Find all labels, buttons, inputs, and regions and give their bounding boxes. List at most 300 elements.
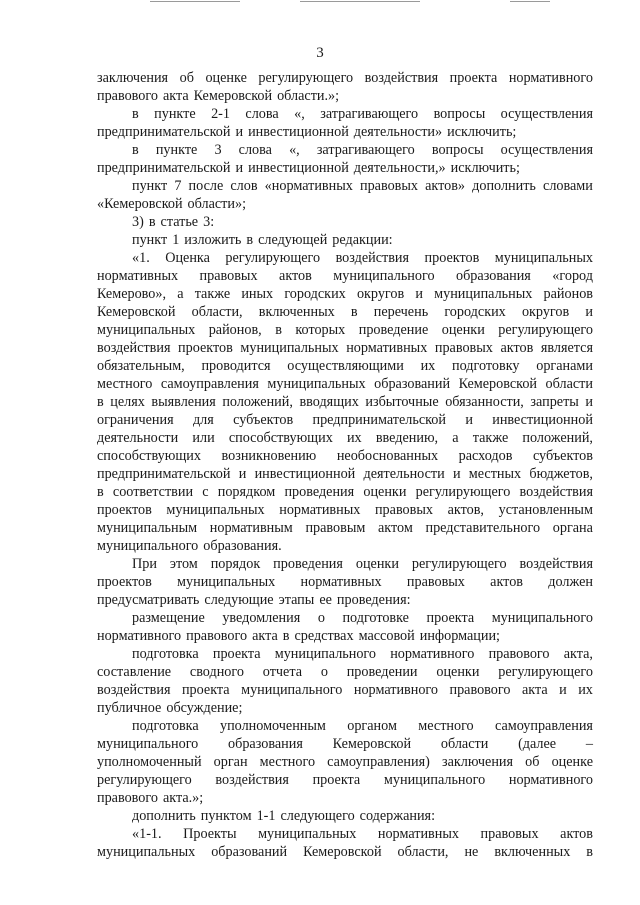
text-line <box>97 465 593 483</box>
word: воздействия <box>335 250 410 266</box>
text-line <box>97 501 593 519</box>
word: предусматривать <box>97 592 200 608</box>
word: образования <box>456 268 531 284</box>
word: 3 <box>214 142 222 158</box>
word: 1-1 <box>256 808 276 824</box>
word: муниципальных <box>177 574 276 590</box>
word: правовых <box>406 574 465 590</box>
word: актом <box>378 520 413 536</box>
word: нормативных <box>346 340 428 356</box>
word: акта.»; <box>162 790 204 806</box>
word: оценке <box>551 754 593 770</box>
word: воздействия <box>519 484 593 500</box>
word: проведения <box>273 556 343 572</box>
word: заключения <box>441 754 514 770</box>
word: средствах <box>294 628 354 644</box>
word: о <box>320 664 328 680</box>
word: этапы <box>278 592 315 608</box>
word: проведение <box>358 322 429 338</box>
word: актов, <box>447 502 484 518</box>
word: уполномоченным <box>219 718 326 734</box>
word: образований <box>211 844 288 860</box>
word: предпринимательской <box>97 160 231 176</box>
word: актов» <box>425 178 466 194</box>
word: является <box>540 340 593 356</box>
word: положений, <box>522 430 593 446</box>
word: образования. <box>203 538 282 554</box>
word: правового <box>97 88 158 104</box>
word: необоснованных <box>336 448 439 464</box>
word: в <box>97 394 104 410</box>
word: не <box>464 844 479 860</box>
word: заключения <box>97 70 169 86</box>
word: регулирующего <box>225 250 321 266</box>
word: оценки <box>363 484 407 500</box>
word: должен <box>548 574 593 590</box>
word: деятельности,» <box>353 160 446 176</box>
word: подготовку <box>452 358 520 374</box>
word: в <box>350 304 358 320</box>
word: установленным <box>498 502 593 518</box>
word: слова <box>245 106 279 122</box>
text-line <box>97 285 593 303</box>
word: в <box>132 106 139 122</box>
word: инвестиционной <box>248 124 349 140</box>
word: дополнить <box>472 178 536 194</box>
word: акта <box>162 88 189 104</box>
word: и <box>235 124 244 140</box>
word: выявления <box>151 394 216 410</box>
word: «Кемеровской <box>97 196 183 212</box>
word: ограничения <box>97 412 174 428</box>
word: целях <box>110 394 145 410</box>
word: проектов <box>97 574 152 590</box>
word: соответствии <box>112 484 194 500</box>
word: – <box>585 736 593 752</box>
word: а <box>177 286 184 302</box>
word: об <box>525 754 540 770</box>
word: публичное <box>97 700 162 716</box>
word: и <box>452 466 461 482</box>
word: муниципальных <box>267 376 366 392</box>
word: регулирующего <box>498 322 593 338</box>
word: после <box>188 178 224 194</box>
word: обязательным, <box>97 358 185 374</box>
word: в <box>132 142 139 158</box>
word: содержания: <box>359 808 436 824</box>
word: проектов <box>424 250 480 266</box>
word: для <box>192 412 214 428</box>
text-line <box>97 627 593 645</box>
word: пункте <box>154 106 196 122</box>
word: муниципальных <box>258 826 357 842</box>
word: и <box>465 412 473 428</box>
word: этом <box>169 556 198 572</box>
word: нормативного <box>390 646 475 662</box>
word: их <box>420 358 436 374</box>
text-line <box>97 141 593 159</box>
text-line <box>97 429 593 447</box>
word: регулирующего <box>258 70 354 86</box>
text-line <box>97 123 593 141</box>
text-line <box>97 537 593 555</box>
word: редакции: <box>332 232 393 248</box>
word: 3) <box>132 214 144 230</box>
word: самоуправления <box>160 376 259 392</box>
word: акта <box>521 682 548 698</box>
page-number: 3 <box>316 45 324 61</box>
word: осуществляющими <box>287 358 404 374</box>
word: муниципальных <box>494 250 593 266</box>
word: Кемерово», <box>97 286 167 302</box>
word: в <box>586 844 593 860</box>
text-line <box>97 231 593 249</box>
word: области <box>545 376 593 392</box>
word: области.»; <box>277 88 340 104</box>
word: оценке <box>205 70 247 86</box>
word: Кемеровской <box>303 844 382 860</box>
word: подготовка <box>132 646 199 662</box>
word: При <box>132 556 157 572</box>
text-line <box>97 375 593 393</box>
word: которых <box>295 322 346 338</box>
word: или <box>192 430 215 446</box>
text-line <box>97 825 593 843</box>
word: 3: <box>203 214 215 230</box>
word: предпринимательской <box>312 412 446 428</box>
word: Проекты <box>183 826 237 842</box>
document-body <box>97 69 593 861</box>
word: «1-1. <box>132 826 162 842</box>
word: инвестиционной <box>254 466 356 482</box>
word: муниципального <box>333 268 435 284</box>
word: «нормативных <box>264 178 353 194</box>
word: затрагивающего <box>316 142 415 158</box>
text-line <box>97 213 593 231</box>
word: образования <box>228 736 303 752</box>
word: порядком <box>217 484 276 500</box>
word: муниципального <box>97 736 199 752</box>
word: местного <box>418 718 474 734</box>
word: и <box>585 394 593 410</box>
word: отчета <box>262 664 302 680</box>
text-line <box>97 807 593 825</box>
word: о <box>317 610 325 626</box>
word: возникновению <box>221 448 317 464</box>
word: самоуправления) <box>327 754 430 770</box>
text-line <box>97 789 593 807</box>
word: а <box>452 430 459 446</box>
word: проведении <box>346 664 418 680</box>
word: размещение <box>132 610 205 626</box>
text-line <box>97 321 593 339</box>
word: воздействия <box>215 772 289 788</box>
word: муниципального <box>491 610 593 626</box>
word: воздействия <box>364 70 439 86</box>
word: нормативного <box>508 772 593 788</box>
text-line <box>97 159 593 177</box>
word: информации; <box>419 628 500 644</box>
word: акта <box>252 628 278 644</box>
word: следующего <box>280 808 355 824</box>
word: избыточные <box>365 394 439 410</box>
word: оценки <box>355 556 399 572</box>
word: инвестиционной <box>248 160 349 176</box>
word: правовых <box>434 340 493 356</box>
word: правовых <box>374 502 433 518</box>
word: вопросы <box>431 142 484 158</box>
word: также <box>472 430 509 446</box>
word: и <box>235 160 244 176</box>
word: вопросы <box>433 106 486 122</box>
word: проекта <box>312 772 361 788</box>
word: нормативных <box>300 574 382 590</box>
word: в <box>282 628 290 644</box>
text-line <box>97 177 593 195</box>
word: оценки <box>436 664 480 680</box>
word: и <box>238 466 247 482</box>
word: в <box>275 322 282 338</box>
word: пункт <box>132 232 168 248</box>
text-line <box>97 87 593 105</box>
word: проведения <box>284 484 355 500</box>
word: городских <box>284 286 346 302</box>
text-line <box>97 681 593 699</box>
word: регулирующего <box>415 484 511 500</box>
word: способствующих <box>228 430 333 446</box>
text-line <box>97 357 593 375</box>
word: правовым <box>305 520 366 536</box>
word: образований <box>374 376 451 392</box>
word: проекта <box>181 682 230 698</box>
word: включенных <box>258 304 335 320</box>
word: включенных <box>494 844 571 860</box>
word: проекта <box>426 610 475 626</box>
word: следующей <box>258 232 328 248</box>
word: 1 <box>172 232 180 248</box>
word: и <box>585 304 593 320</box>
word: «, <box>294 106 305 122</box>
word: регулирующего <box>97 772 192 788</box>
word: перечень <box>373 304 429 320</box>
word: городских <box>444 304 506 320</box>
text-line <box>97 105 593 123</box>
text-line <box>97 699 593 717</box>
word: осуществления <box>500 106 593 122</box>
word: слова <box>238 142 272 158</box>
word: инвестиционной <box>492 412 593 428</box>
word: нормативных <box>377 826 459 842</box>
word: районов <box>543 286 593 302</box>
word: «город <box>552 268 593 284</box>
text-line <box>97 195 593 213</box>
word: проектов <box>178 340 233 356</box>
word: Оценка <box>165 250 210 266</box>
word: проекта <box>449 70 498 86</box>
word: их <box>346 430 362 446</box>
word: 7 <box>174 178 182 194</box>
word: органами <box>536 358 593 374</box>
word: области, <box>191 304 243 320</box>
text-line <box>97 267 593 285</box>
word: уполномоченный <box>97 754 202 770</box>
word: предпринимательской <box>97 466 231 482</box>
word: правового <box>449 682 511 698</box>
word: и <box>415 286 423 302</box>
word: муниципальных <box>434 286 533 302</box>
word: актов <box>500 340 534 356</box>
word: оценки <box>441 322 485 338</box>
word: уведомления <box>222 610 301 626</box>
word: муниципального <box>97 538 199 554</box>
word: проекта <box>212 646 261 662</box>
word: пунктом <box>200 808 252 824</box>
word: исключить; <box>450 160 520 176</box>
word: вводящих <box>299 394 359 410</box>
text-line <box>97 69 593 87</box>
word: их <box>578 682 593 698</box>
text-line <box>97 735 593 753</box>
word: нормативным <box>209 520 293 536</box>
text-line <box>97 483 593 501</box>
word: статье <box>160 214 199 230</box>
text-line <box>97 393 593 411</box>
word: Кемеровской <box>332 736 412 752</box>
word: муниципальных <box>240 340 339 356</box>
word: ее <box>319 592 332 608</box>
word: органа <box>552 520 593 536</box>
word: и <box>559 682 567 698</box>
word: проводится <box>201 358 271 374</box>
word: Кемеровской <box>97 304 176 320</box>
text-line <box>97 573 593 591</box>
text-line <box>97 339 593 357</box>
word: деятельности <box>97 430 179 446</box>
word: сводного <box>189 664 244 680</box>
word: муниципального <box>383 772 486 788</box>
word: правового <box>488 646 550 662</box>
text-line <box>97 411 593 429</box>
word: нормативного <box>353 682 438 698</box>
text-line <box>97 249 593 267</box>
word: предпринимательской <box>97 124 231 140</box>
word: расходов <box>458 448 513 464</box>
word: в <box>148 214 156 230</box>
word: воздействия <box>519 556 593 572</box>
text-line <box>97 591 593 609</box>
word: в <box>246 232 254 248</box>
word: актов <box>279 268 312 284</box>
text-line <box>97 447 593 465</box>
word: составление <box>97 664 172 680</box>
word: подготовке <box>342 610 409 626</box>
word: правовых <box>199 268 258 284</box>
text-line <box>97 771 593 789</box>
word: проектов <box>97 502 152 518</box>
word: в <box>97 484 104 500</box>
word: с <box>202 484 209 500</box>
word: подготовка <box>132 718 199 734</box>
word: нормативного <box>97 628 182 644</box>
word: области, <box>397 844 449 860</box>
word: обязанности, <box>445 394 524 410</box>
word: об <box>179 70 194 86</box>
word: запреты <box>530 394 579 410</box>
word: муниципальных <box>166 502 265 518</box>
word: округов <box>356 286 405 302</box>
word: «1. <box>132 250 150 266</box>
word: нормативного <box>508 70 593 86</box>
word: местного <box>259 754 316 770</box>
word: 2-1 <box>211 106 230 122</box>
text-line <box>97 663 593 681</box>
word: положений, <box>222 394 293 410</box>
word: дополнить <box>132 808 196 824</box>
word: правового <box>186 628 248 644</box>
text-line <box>97 519 593 537</box>
word: массовой <box>358 628 415 644</box>
word: исключить; <box>447 124 517 140</box>
word: субъектов <box>233 412 294 428</box>
word: местных <box>468 466 522 482</box>
word: деятельности» <box>353 124 443 140</box>
word: введению, <box>375 430 439 446</box>
word: регулирующего <box>498 664 593 680</box>
word: представительного <box>425 520 541 536</box>
word: пункте <box>155 142 198 158</box>
word: субъектов <box>532 448 593 464</box>
word: обсуждение; <box>166 700 243 716</box>
text-line <box>97 753 593 771</box>
text-line <box>97 609 593 627</box>
word: следующие <box>204 592 274 608</box>
text-line <box>97 303 593 321</box>
word: правового <box>97 790 158 806</box>
word: деятельности <box>363 466 445 482</box>
scan-border <box>0 0 640 4</box>
word: области <box>440 736 489 752</box>
word: способствующих <box>97 448 201 464</box>
word: муниципального <box>241 682 343 698</box>
word: правовых <box>480 826 539 842</box>
text-line <box>97 645 593 663</box>
word: области»; <box>187 196 247 212</box>
word: словами <box>543 178 593 194</box>
word: самоуправления <box>494 718 593 734</box>
word: слов <box>230 178 258 194</box>
word: регулирующего <box>411 556 507 572</box>
word: Кемеровской <box>193 88 273 104</box>
word: затрагивающего <box>320 106 419 122</box>
word: пункт <box>132 178 168 194</box>
word: муниципального <box>274 646 376 662</box>
word: актов <box>560 826 593 842</box>
word: бюджетов, <box>529 466 593 482</box>
word: также <box>194 286 231 302</box>
word: правовых <box>359 178 418 194</box>
word: осуществления <box>500 142 593 158</box>
text-line <box>97 555 593 573</box>
word: (далее <box>518 736 557 752</box>
word: муниципальных <box>97 322 196 338</box>
word: иных <box>241 286 274 302</box>
text-line <box>97 843 593 861</box>
word: органом <box>347 718 397 734</box>
word: нормативных <box>97 268 179 284</box>
word: муниципальных <box>97 844 196 860</box>
text-line <box>97 717 593 735</box>
word: «, <box>289 142 300 158</box>
